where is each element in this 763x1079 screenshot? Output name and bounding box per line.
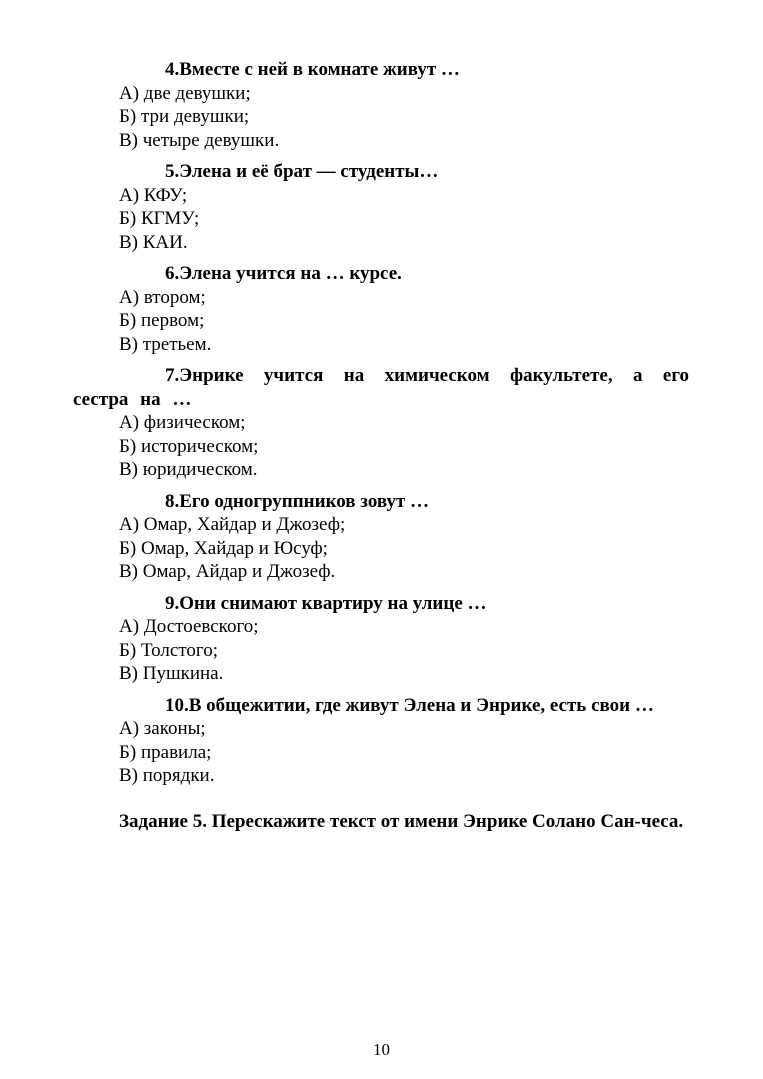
answer-option-b: Б) правила; [119,741,212,763]
answer-option-c: В) четыре девушки. [119,129,280,151]
question-title [73,694,689,718]
answer-option-a: А) Достоевского; [119,616,259,637]
question-9 [73,592,689,686]
answer-option-c: В) порядки. [119,765,215,786]
question-number: 5. [165,161,180,182]
question-number: 6. [165,263,180,284]
answer-options [73,411,689,482]
question-8 [73,490,689,584]
answer-option-c: В) Пушкина. [119,663,224,684]
question-number: 4. [165,59,180,80]
question-title [73,58,689,82]
answer-option-a: А) две девушки; [119,82,251,104]
answer-option-b: Б) три девушки; [119,106,250,127]
question-6 [73,262,689,356]
question-text: Его одногруппников зовут … [179,490,430,512]
answer-option-b: Б) Толстого; [119,639,218,661]
question-title [73,364,689,411]
task-5-instruction: Задание 5. Перескажите текст от имени Энрике Солано Сан-чеса. [119,810,684,832]
answer-options [73,82,689,153]
answer-options [73,615,689,686]
question-4 [73,58,689,152]
answer-options [73,184,689,255]
question-text: Они снимают квартиру на улице … [179,592,487,614]
answer-option-c: В) юридическом. [119,459,258,480]
question-text: Элена учится на … курсе. [179,263,402,284]
answer-option-c: В) третьем. [119,333,212,355]
answer-option-c: В) КАИ. [119,231,188,253]
answer-options [73,286,689,357]
question-text: Энрике учится на химическом факультете, а его сестра на … [73,365,689,410]
answer-option-a: А) втором; [119,286,206,308]
question-5 [73,160,689,254]
answer-option-a: А) законы; [119,718,206,739]
page-number: 10 [373,1040,390,1059]
answer-option-b: Б) первом; [119,310,205,331]
question-title [73,160,689,184]
question-text: Элена и её брат — студенты… [179,161,439,182]
answer-option-a: А) Омар, Хайдар и Джозеф; [119,514,346,535]
question-title [73,592,689,616]
question-number: 10. [165,694,189,716]
question-number: 8. [165,490,180,512]
question-text: В общежитии, где живут Элена и Энрике, есть свои … [188,694,654,716]
question-text: Вместе с ней в комнате живут … [179,59,460,80]
answer-option-c: В) Омар, Айдар и Джозеф. [119,561,336,582]
answer-options [73,717,689,788]
answer-option-b: Б) историческом; [119,435,259,457]
question-title [73,262,689,286]
answer-option-b: Б) Омар, Хайдар и Юсуф; [119,537,328,559]
answer-option-b: Б) КГМУ; [119,208,200,229]
answer-option-a: А) КФУ; [119,184,188,206]
question-number: 9. [165,592,180,614]
page-content [73,58,689,852]
question-title [73,490,689,514]
answer-options [73,513,689,584]
question-number: 7. [165,365,180,386]
question-10 [73,694,689,788]
answer-option-a: А) физическом; [119,412,246,433]
question-7 [73,364,689,482]
